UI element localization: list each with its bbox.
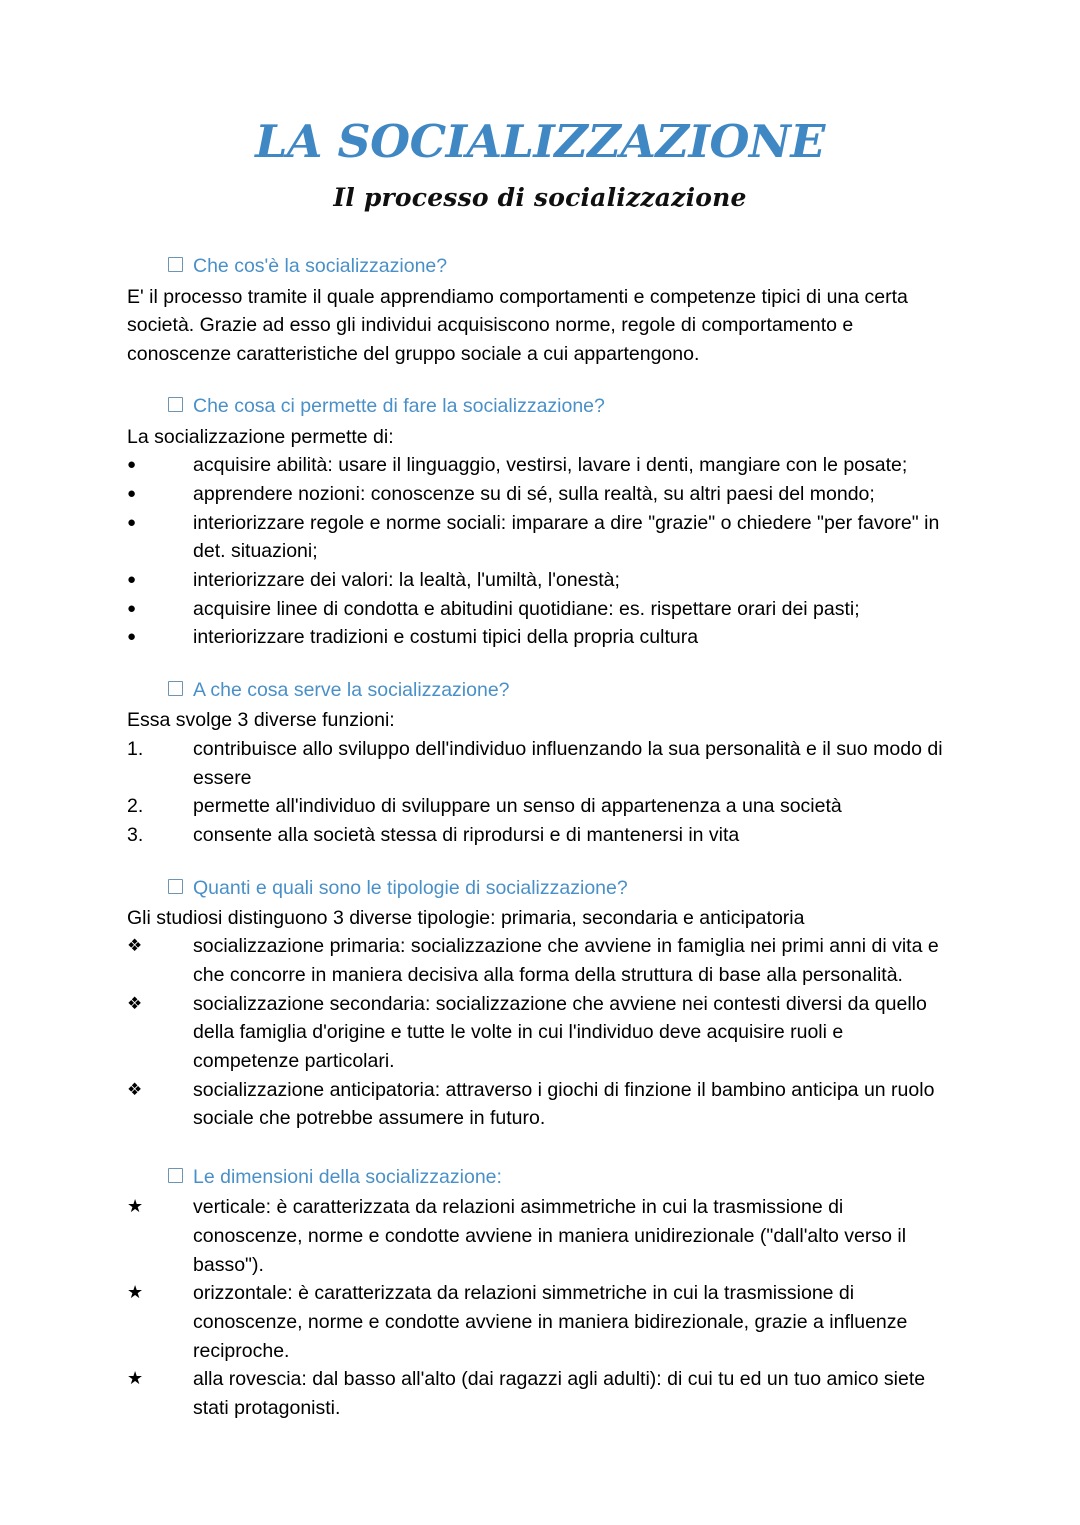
bullet-dot-icon: ● <box>127 485 137 503</box>
bullet-star-icon: ★ <box>127 1282 144 1303</box>
list-item <box>127 595 950 624</box>
list-item <box>127 932 950 989</box>
checkbox-icon <box>168 397 183 412</box>
list-item <box>127 1279 950 1365</box>
list-number: 1. <box>127 737 144 760</box>
bullet-dot-icon: ● <box>127 628 137 646</box>
bullet-list <box>127 932 950 1133</box>
list-item-text: verticale: è caratterizzata da relazioni asimmetriche in cui la trasmissione di conoscenze, norme e condotte avviene in maniera unidirezionale ("dall'alto verso il basso"). <box>193 1196 907 1276</box>
list-item-text: socializzazione anticipatoria: attraverso i giochi di finzione il bambino anticipa un ruolo sociale che potrebbe assumere in futuro. <box>193 1078 935 1130</box>
section-che-cose-la-socializzazione <box>127 252 950 368</box>
section-heading <box>127 1163 950 1192</box>
section-che-cosa-ci-permette <box>127 392 950 652</box>
list-item-text: socializzazione secondaria: socializzazione che avviene nei contesti diversi da quello della famiglia d'origine e tutte le volte in cui l'individuo deve acquisire ruoli e competenze particolari. <box>193 992 927 1073</box>
bullet-list <box>127 1193 950 1422</box>
page-subtitle: Il processo di socializzazione <box>333 183 747 213</box>
section-paragraph: E' il processo tramite il quale apprendiamo comportamenti e competenze tipici di una certa società. Grazie ad esso gli individui acquisiscono norme, regole di comportamento e conoscenze caratteristiche del gruppo sociale a cui appartengono. <box>127 285 908 365</box>
checkbox-icon <box>168 1168 183 1183</box>
section-heading <box>127 676 950 705</box>
section-heading-label: Che cos'è la socializzazione? <box>193 255 448 278</box>
numbered-list <box>127 735 950 850</box>
section-dimensioni <box>127 1163 950 1423</box>
section-paragraph: La socializzazione permette di: <box>127 425 394 448</box>
section-tipologie <box>127 874 950 1134</box>
bullet-star-icon: ★ <box>127 1196 144 1217</box>
list-item-text: permette all'individuo di sviluppare un senso di appartenenza a una società <box>193 795 842 818</box>
list-item <box>127 1193 950 1279</box>
list-item <box>127 451 950 480</box>
list-item-text: acquisire abilità: usare il linguaggio, vestirsi, lavare i denti, mangiare con le posate; <box>193 454 908 477</box>
section-paragraph: Essa svolge 3 diverse funzioni: <box>127 709 395 732</box>
bullet-list <box>127 451 950 652</box>
list-item-text: interiorizzare dei valori: la lealtà, l'umiltà, l'onestà; <box>193 569 620 591</box>
list-item <box>127 623 950 652</box>
spacer <box>127 368 950 392</box>
list-item <box>127 1365 950 1422</box>
spacer <box>127 850 950 874</box>
list-item-text: alla rovescia: dal basso all'alto (dai ragazzi agli adulti): di cui tu ed un tuo amico siete stati protagonisti. <box>193 1368 926 1419</box>
list-item-text: contribuisce allo sviluppo dell'individuo influenzando la sua personalità e il suo modo di essere <box>193 737 943 789</box>
list-item-text: interiorizzare tradizioni e costumi tipici della propria cultura <box>193 626 699 649</box>
bullet-diamond-icon: ❖ <box>127 936 143 956</box>
list-number: 2. <box>127 795 144 818</box>
list-item <box>127 792 950 821</box>
list-item <box>127 821 950 850</box>
section-heading <box>127 392 950 421</box>
bullet-dot-icon: ● <box>127 599 137 617</box>
section-heading <box>127 252 950 281</box>
bullet-diamond-icon: ❖ <box>127 993 143 1013</box>
list-item-text: acquisire linee di condotta e abitudini quotidiane: es. rispettare orari dei pasti; <box>193 597 860 620</box>
list-item-text: consente alla società stessa di riprodursi e di mantenersi in vita <box>193 823 740 846</box>
spacer <box>127 652 950 676</box>
list-number: 3. <box>127 823 144 846</box>
section-heading <box>127 874 950 903</box>
list-item-text: orizzontale: è caratterizzata da relazioni simmetriche in cui la trasmissione di conoscenze, norme e condotte avviene in maniera bidirezionale, grazie a influenze reciproche. <box>193 1282 908 1362</box>
list-item <box>127 509 950 566</box>
list-item <box>127 480 950 509</box>
document-content <box>0 252 1080 1422</box>
bullet-star-icon: ★ <box>127 1368 144 1389</box>
list-item <box>127 990 950 1076</box>
section-heading-label: Che cosa ci permette di fare la socializzazione? <box>193 395 605 418</box>
checkbox-icon <box>168 879 183 894</box>
bullet-dot-icon: ● <box>127 456 137 474</box>
bullet-diamond-icon: ❖ <box>127 1079 143 1099</box>
list-item <box>127 566 950 595</box>
list-item-text: apprendere nozioni: conoscenze su di sé, sulla realtà, su altri paesi del mondo; <box>193 483 875 506</box>
section-paragraph: Gli studiosi distinguono 3 diverse tipologie: primaria, secondaria e anticipatoria <box>127 906 805 929</box>
checkbox-icon <box>168 257 183 272</box>
list-item <box>127 735 950 792</box>
title-block <box>0 0 1080 212</box>
section-a-che-cosa-serve <box>127 676 950 850</box>
list-item-text: interiorizzare regole e norme sociali: imparare a dire "grazie" o chiedere "per favore" in det. situazioni; <box>193 511 940 563</box>
bullet-dot-icon: ● <box>127 571 137 588</box>
list-item <box>127 1076 950 1133</box>
checkbox-icon <box>168 681 183 696</box>
page-title: LA SOCIALIZZAZIONE <box>255 115 825 168</box>
spacer <box>127 1133 950 1163</box>
section-heading-label: Le dimensioni della socializzazione: <box>193 1166 502 1188</box>
list-item-text: socializzazione primaria: socializzazione che avviene in famiglia nei primi anni di vita e che concorre in maniera decisiva alla forma della struttura di base alla personalità. <box>193 935 939 987</box>
section-heading-label: A che cosa serve la socializzazione? <box>193 678 510 701</box>
section-heading-label: Quanti e quali sono le tipologie di socializzazione? <box>193 876 628 899</box>
bullet-dot-icon: ● <box>127 513 137 531</box>
